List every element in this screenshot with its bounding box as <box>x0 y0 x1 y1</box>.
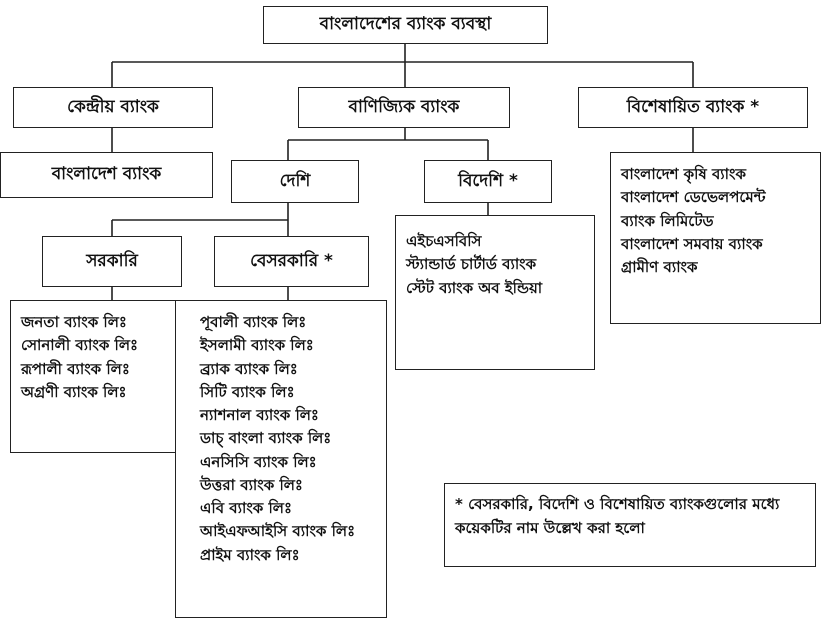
root-node: বাংলাদেশের ব্যাংক ব্যবস্থা <box>263 6 548 44</box>
list-item: ইসলামী ব্যাংক লিঃ <box>200 336 314 355</box>
footnote: * বেসরকারি, বিদেশি ও বিশেষায়িত ব্যাংকগুলোর মধ্যে কয়েকটির নাম উল্লেখ করা হলো <box>444 483 816 567</box>
list-item: ডাচ্‌ বাংলা ব্যাংক লিঃ <box>200 429 332 448</box>
specialized-bank-list <box>610 152 821 324</box>
list-item: ব্যাংক লিমিটেড <box>621 211 714 230</box>
foreign-node: বিদেশি * <box>424 160 552 203</box>
list-item: সোনালী ব্যাংক লিঃ <box>21 336 139 355</box>
list-item: প্রাইম ব্যাংক লিঃ <box>200 545 300 564</box>
list-item: রূপালী ব্যাংক লিঃ <box>21 359 130 378</box>
list-item: গ্রামীণ ব্যাংক <box>621 258 698 276</box>
list-item: সিটি ব্যাংক লিঃ <box>200 382 295 401</box>
list-item: অগ্রণী ব্যাংক লিঃ <box>21 382 127 401</box>
list-item: এইচএসবিসি <box>406 232 482 250</box>
list-item: ব্র্যাক ব্যাংক লিঃ <box>200 359 298 378</box>
list-item: আইএফআইসি ব্যাংক লিঃ <box>200 522 356 541</box>
list-item: বাংলাদেশ সমবায় ব্যাংক <box>621 234 763 253</box>
private-node: বেসরকারি * <box>214 236 369 287</box>
list-item: স্টেট ব্যাংক অব ইন্ডিয়া <box>406 278 543 297</box>
bangladesh-bank-node: বাংলাদেশ ব্যাংক <box>0 152 213 198</box>
government-node: সরকারি <box>42 236 182 287</box>
specialized-bank-node: বিশেষায়িত ব্যাংক * <box>578 87 808 128</box>
list-item: বাংলাদেশ ডেভেলপমেন্ট <box>621 188 766 207</box>
foreign-bank-list <box>395 215 595 370</box>
government-bank-list <box>10 300 176 453</box>
private-bank-list <box>175 300 387 618</box>
list-item: স্ট্যান্ডার্ড চার্টার্ড ব্যাংক <box>406 255 537 274</box>
domestic-node: দেশি <box>231 160 359 203</box>
central-bank-node: কেন্দ্রীয় ব্যাংক <box>13 87 213 128</box>
list-item: ন্যাশনাল ব্যাংক লিঃ <box>200 406 319 424</box>
commercial-bank-node: বাণিজ্যিক ব্যাংক <box>298 87 510 128</box>
list-item: এবি ব্যাংক লিঃ <box>200 499 292 517</box>
list-item: উত্তরা ব্যাংক লিঃ <box>200 475 303 494</box>
list-item: পূবালী ব্যাংক লিঃ <box>200 313 307 331</box>
list-item: বাংলাদেশ কৃষি ব্যাংক <box>621 165 746 183</box>
list-item: জনতা ব্যাংক লিঃ <box>21 313 127 331</box>
list-item: এনসিসি ব্যাংক লিঃ <box>200 452 317 471</box>
